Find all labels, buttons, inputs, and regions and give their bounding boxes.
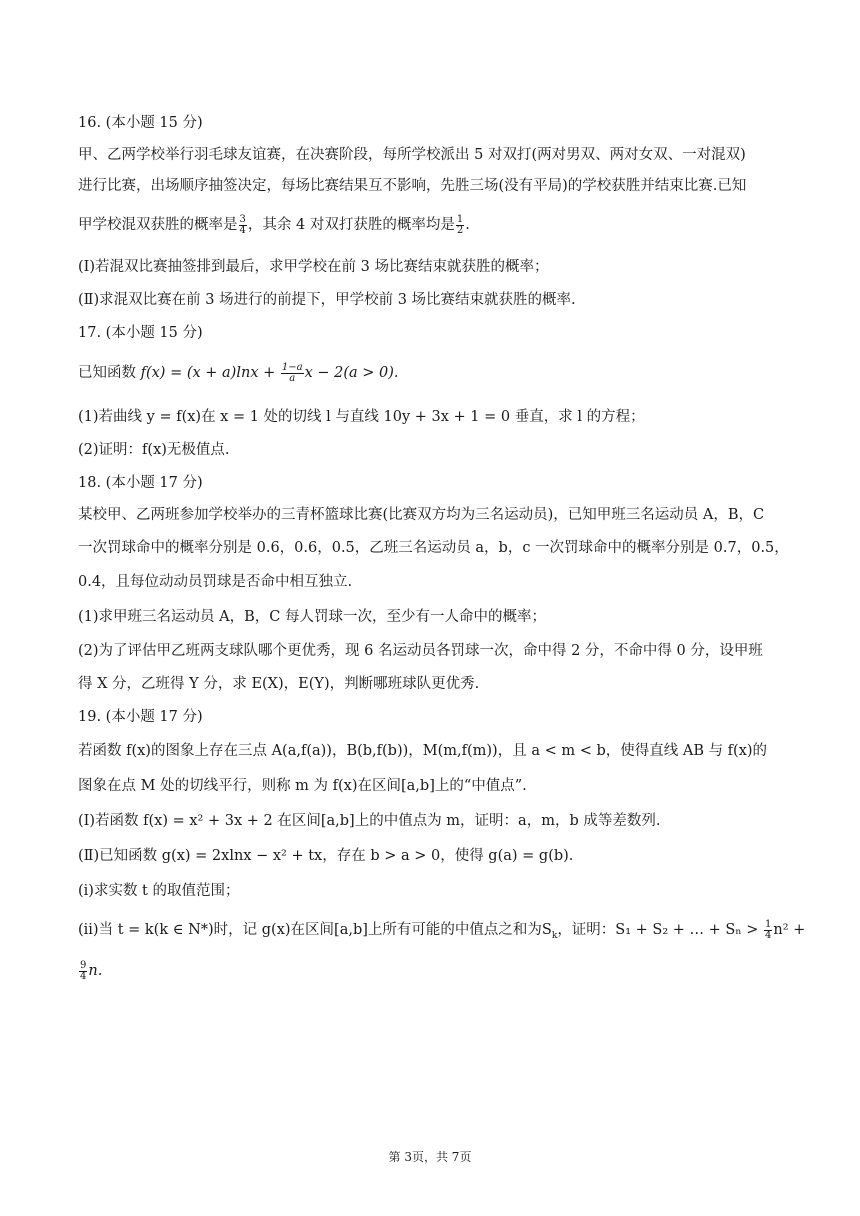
fraction-den: 2 [456, 224, 464, 236]
q19-text-line-2: 图象在点 M 处的切线平行，则称 m 为 f(x)在区间[a,b]上的“中值点”. [78, 778, 527, 794]
q19-header: 19. (本小题 17 分) [78, 709, 203, 725]
q17-formula-b: x − 2(a > 0). [304, 365, 399, 381]
q19-ii-text-b: ，证明：S₁ + S₂ + … + Sₙ > [557, 922, 763, 938]
q19-sub-1: (Ⅰ)若函数 f(x) = x² + 3x + 2 在区间[a,b]上的中值点为 m，证明：a，m，b 成等差数列. [78, 813, 661, 829]
q19-sub-2-ii-line-1 [78, 918, 806, 947]
fraction-num: 1 [764, 918, 772, 930]
q18-sub-1: (1)求甲班三名运动员 A，B，C 每人罚球一次，至少有一人命中的概率； [78, 609, 546, 625]
q18-text-line-3: 0.4，且每位动动员罚球是否命中相互独立. [78, 574, 353, 590]
q17-sub-1: (1)若曲线 y = f(x)在 x = 1 处的切线 l 与直线 10y + 3x + 1 = 0 垂直，求 l 的方程； [78, 409, 645, 425]
fraction-den: a [289, 372, 296, 384]
q19-ii-subscript: k [551, 930, 558, 941]
fraction-1-4 [764, 920, 772, 941]
q17-text-1a: 已知函数 [78, 365, 141, 381]
q17-text-line-1 [78, 362, 788, 384]
fraction-den: 4 [239, 224, 246, 236]
q16-sub-1: (Ⅰ)若混双比赛抽签排到最后，求甲学校在前 3 场比赛结束就获胜的概率； [78, 259, 549, 275]
q19-sub-2-ii-line-2 [78, 960, 788, 982]
q16-sub-2: (Ⅱ)求混双比赛在前 3 场进行的前提下，甲学校前 3 场比赛结束就获胜的概率. [78, 292, 576, 308]
q19-ii-text-c: n² + [773, 922, 806, 938]
fraction-den: 4 [764, 929, 772, 941]
q16-text-3c: . [465, 217, 470, 233]
q19-ii-text-d: n. [88, 963, 103, 979]
fraction-num: 1−a [281, 361, 303, 373]
q19-sub-2: (Ⅱ)已知函数 g(x) = 2xlnx − x² + tx，存在 b > a > 0，使得 g(a) = g(b). [78, 848, 574, 864]
q19-sub-2-i: (i)求实数 t 的取值范围； [78, 883, 240, 899]
q18-header: 18. (本小题 17 分) [78, 475, 203, 491]
q17-sub-2: (2)证明：f(x)无极值点. [78, 442, 230, 458]
q17-formula-a: f(x) = (x + a)lnx + [140, 365, 280, 381]
fraction-9-4 [79, 961, 87, 982]
fraction-num: 3 [239, 213, 246, 225]
q18-sub-2-line-1: (2)为了评估甲乙班两支球队哪个更优秀，现 6 名运动员各罚球一次，命中得 2 分，不命中得 0 分，设甲班 [78, 643, 763, 659]
q16-text-line-3 [78, 214, 788, 236]
q18-sub-2-line-2: 得 X 分，乙班得 Y 分，求 E(X)，E(Y)，判断哪班球队更优秀. [78, 676, 480, 692]
q17-header: 17. (本小题 15 分) [78, 325, 203, 341]
q16-text-3b: ，其余 4 对双打获胜的概率均是 [247, 217, 455, 233]
q18-text-line-2: 一次罚球命中的概率分别是 0.6，0.6，0.5，乙班三名运动员 a，b，c 一次罚球命中的概率分别是 0.7，0.5， [78, 540, 789, 556]
q16-text-3a: 甲学校混双获胜的概率是 [78, 217, 238, 233]
q16-text-line-1: 甲、乙两学校举行羽毛球友谊赛，在决赛阶段，每所学校派出 5 对双打(两对男双、两对女双、一对混双) [78, 147, 746, 163]
q19-text-line-1: 若函数 f(x)的图象上存在三点 A(a,f(a))，B(b,f(b))，M(m,f(m))，且 a < m < b，使得直线 AB 与 f(x)的 [78, 743, 768, 759]
fraction-1-a-over-a [281, 363, 304, 384]
fraction-den: 4 [80, 970, 87, 982]
q19-ii-text-a: (ii)当 t = k(k ∈ N*)时，记 g(x)在区间[a,b]上所有可能的中值点之和为S [78, 922, 552, 938]
fraction-3-4 [239, 215, 247, 236]
fraction-num: 1 [456, 213, 464, 225]
q16-text-line-2: 进行比赛，出场顺序抽签决定，每场比赛结果互不影响，先胜三场(没有平局)的学校获胜并结束比赛.已知 [78, 178, 747, 194]
q16-header: 16. (本小题 15 分) [78, 115, 203, 131]
page-footer: 第 3页，共 7页 [388, 1150, 472, 1164]
fraction-1-2 [456, 215, 464, 236]
fraction-num: 9 [80, 959, 87, 971]
q18-text-line-1: 某校甲、乙两班参加学校举办的三青杯篮球比赛(比赛双方均为三名运动员)，已知甲班三名运动员 A，B，C [78, 507, 765, 523]
